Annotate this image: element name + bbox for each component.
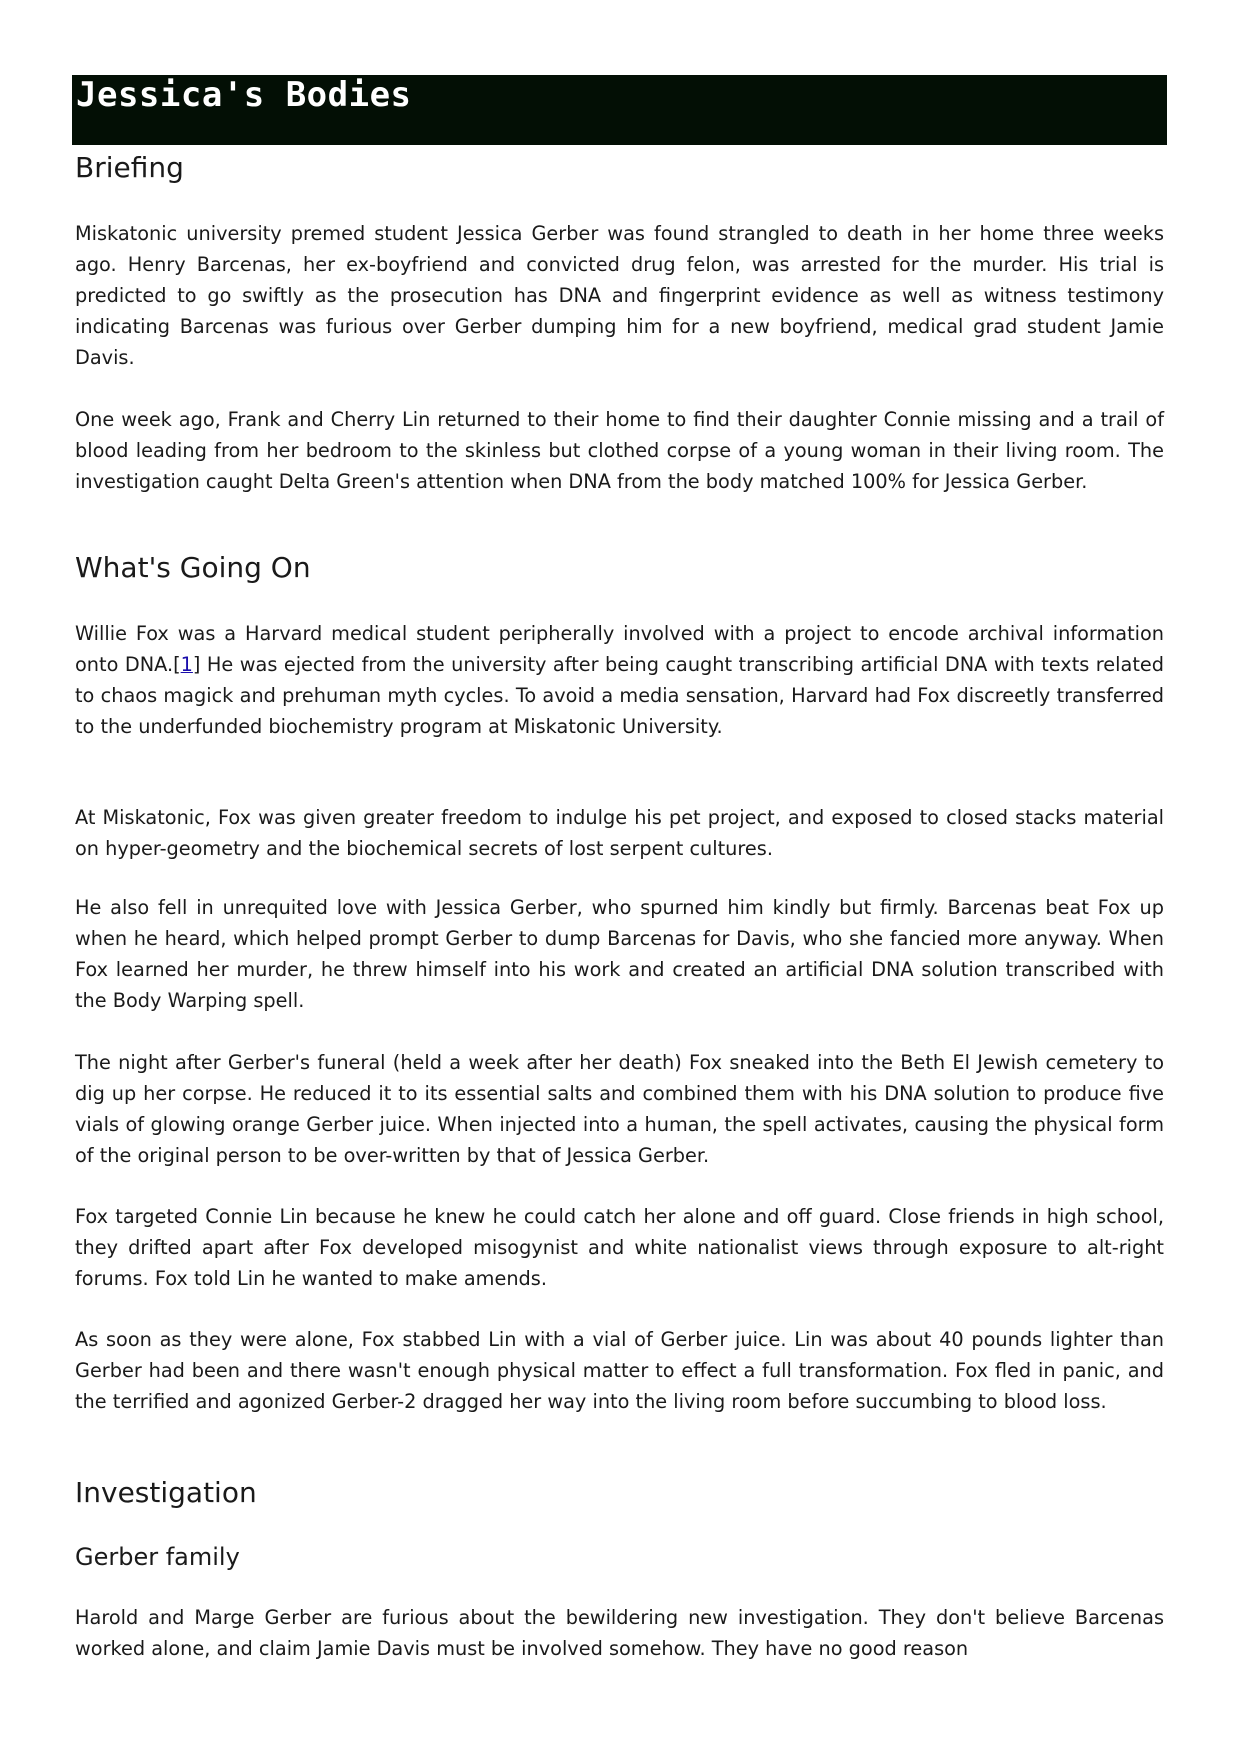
briefing-paragraph-2-wrap [72, 404, 1167, 497]
going-on-paragraph-2: At Miskatonic, Fox was given greater freedom to indulge his pet project, and exposed to closed stacks material on hyper-geometry and the biochemical secrets of lost serpent cultures. [75, 806, 1164, 860]
document-page [72, 75, 1167, 1660]
heading-investigation: Investigation [75, 1476, 257, 1509]
going-on-paragraph-4: The night after Gerber's funeral (held a week after her death) Fox sneaked into the Beth El Jewish cemetery to dig up her corpse. He reduced it to its essential salts and combined them with his DNA solution to produce five vials of glowing orange Gerber juice. When injected into a human, the spell activates, causing the physical form of the original person to be over-written by that of Jessica Gerber. [75, 1051, 1164, 1167]
briefing-paragraph-2: One week ago, Frank and Cherry Lin returned to their home to find their daughter Connie missing and a trail of blood leading from her bedroom to the skinless but clothed corpse of a young woman in their living room. The investigation caught Delta Green's attention when DNA from the body matched 100% for Jessica Gerber. [75, 408, 1164, 493]
gerber-family-paragraph-wrap [72, 1602, 1167, 1664]
section-investigation [72, 1475, 1167, 1511]
footnote-link-1[interactable]: 1 [180, 653, 193, 676]
going-on-paragraph-3: He also fell in unrequited love with Jessica Gerber, who spurned him kindly but firmly. Barcenas beat Fox up when he heard, which helped prompt Gerber to dump Barcenas for Davis, who she fancied more anyway. When Fox learned her murder, he threw himself into his work and created an artificial DNA solution transcribed with the Body Warping spell. [75, 896, 1164, 1012]
document-title: Jessica's Bodies [76, 75, 412, 115]
subsection-gerber-family [72, 1541, 1167, 1573]
going-on-paragraph-1 [72, 618, 1167, 742]
heading-briefing: Briefing [75, 151, 184, 184]
section-briefing [72, 150, 1167, 186]
going-on-paragraph-5-wrap [72, 1201, 1167, 1294]
going-on-paragraph-6-wrap [72, 1324, 1167, 1417]
going-on-paragraph-5: Fox targeted Connie Lin because he knew he could catch her alone and off guard. Close friends in high school, they drifted apart after Fox developed misogynist and white nationalist views through exposure to alt-right forums. Fox told Lin he wanted to make amends. [75, 1205, 1164, 1290]
going-on-p1-text-a: Willie Fox was a Harvard medical student peripherally involved with a project to encode archival information onto DNA.[ [75, 622, 1164, 676]
briefing-paragraph-1-wrap [72, 218, 1167, 373]
title-banner [72, 75, 1167, 145]
going-on-paragraph-4-wrap [72, 1047, 1167, 1171]
heading-whats-going-on: What's Going On [75, 551, 311, 584]
section-whats-going-on [72, 550, 1167, 586]
gerber-family-paragraph: Harold and Marge Gerber are furious about the bewildering new investigation. They don't believe Barcenas worked alone, and claim Jamie Davis must be involved somehow. They have no good reason [75, 1606, 1164, 1660]
going-on-paragraph-3-wrap [72, 892, 1167, 1016]
briefing-paragraph-1: Miskatonic university premed student Jessica Gerber was found strangled to death in her home three weeks ago. Henry Barcenas, her ex-boyfriend and convicted drug felon, was arrested for the murder. His trial is predicted to go swiftly as the prosecution has DNA and fingerprint evidence as well as witness testimony indicating Barcenas was furious over Gerber dumping him for a new boyfriend, medical grad student Jamie Davis. [75, 222, 1164, 369]
going-on-p1-text-b: ] He was ejected from the university after being caught transcribing artificial DNA with texts related to chaos magick and prehuman myth cycles. To avoid a media sensation, Harvard had Fox discreetly transferred to the underfunded biochemistry program at Miskatonic University. [75, 653, 1164, 738]
heading-gerber-family: Gerber family [75, 1543, 240, 1571]
going-on-paragraph-2-wrap [72, 802, 1167, 864]
going-on-paragraph-1-wrap [72, 618, 1167, 742]
going-on-paragraph-6: As soon as they were alone, Fox stabbed Lin with a vial of Gerber juice. Lin was about 40 pounds lighter than Gerber had been and there wasn't enough physical matter to effect a full transformation. Fox fled in panic, and the terrified and agonized Gerber-2 dragged her way into the living room before succumbing to blood loss. [75, 1328, 1164, 1413]
